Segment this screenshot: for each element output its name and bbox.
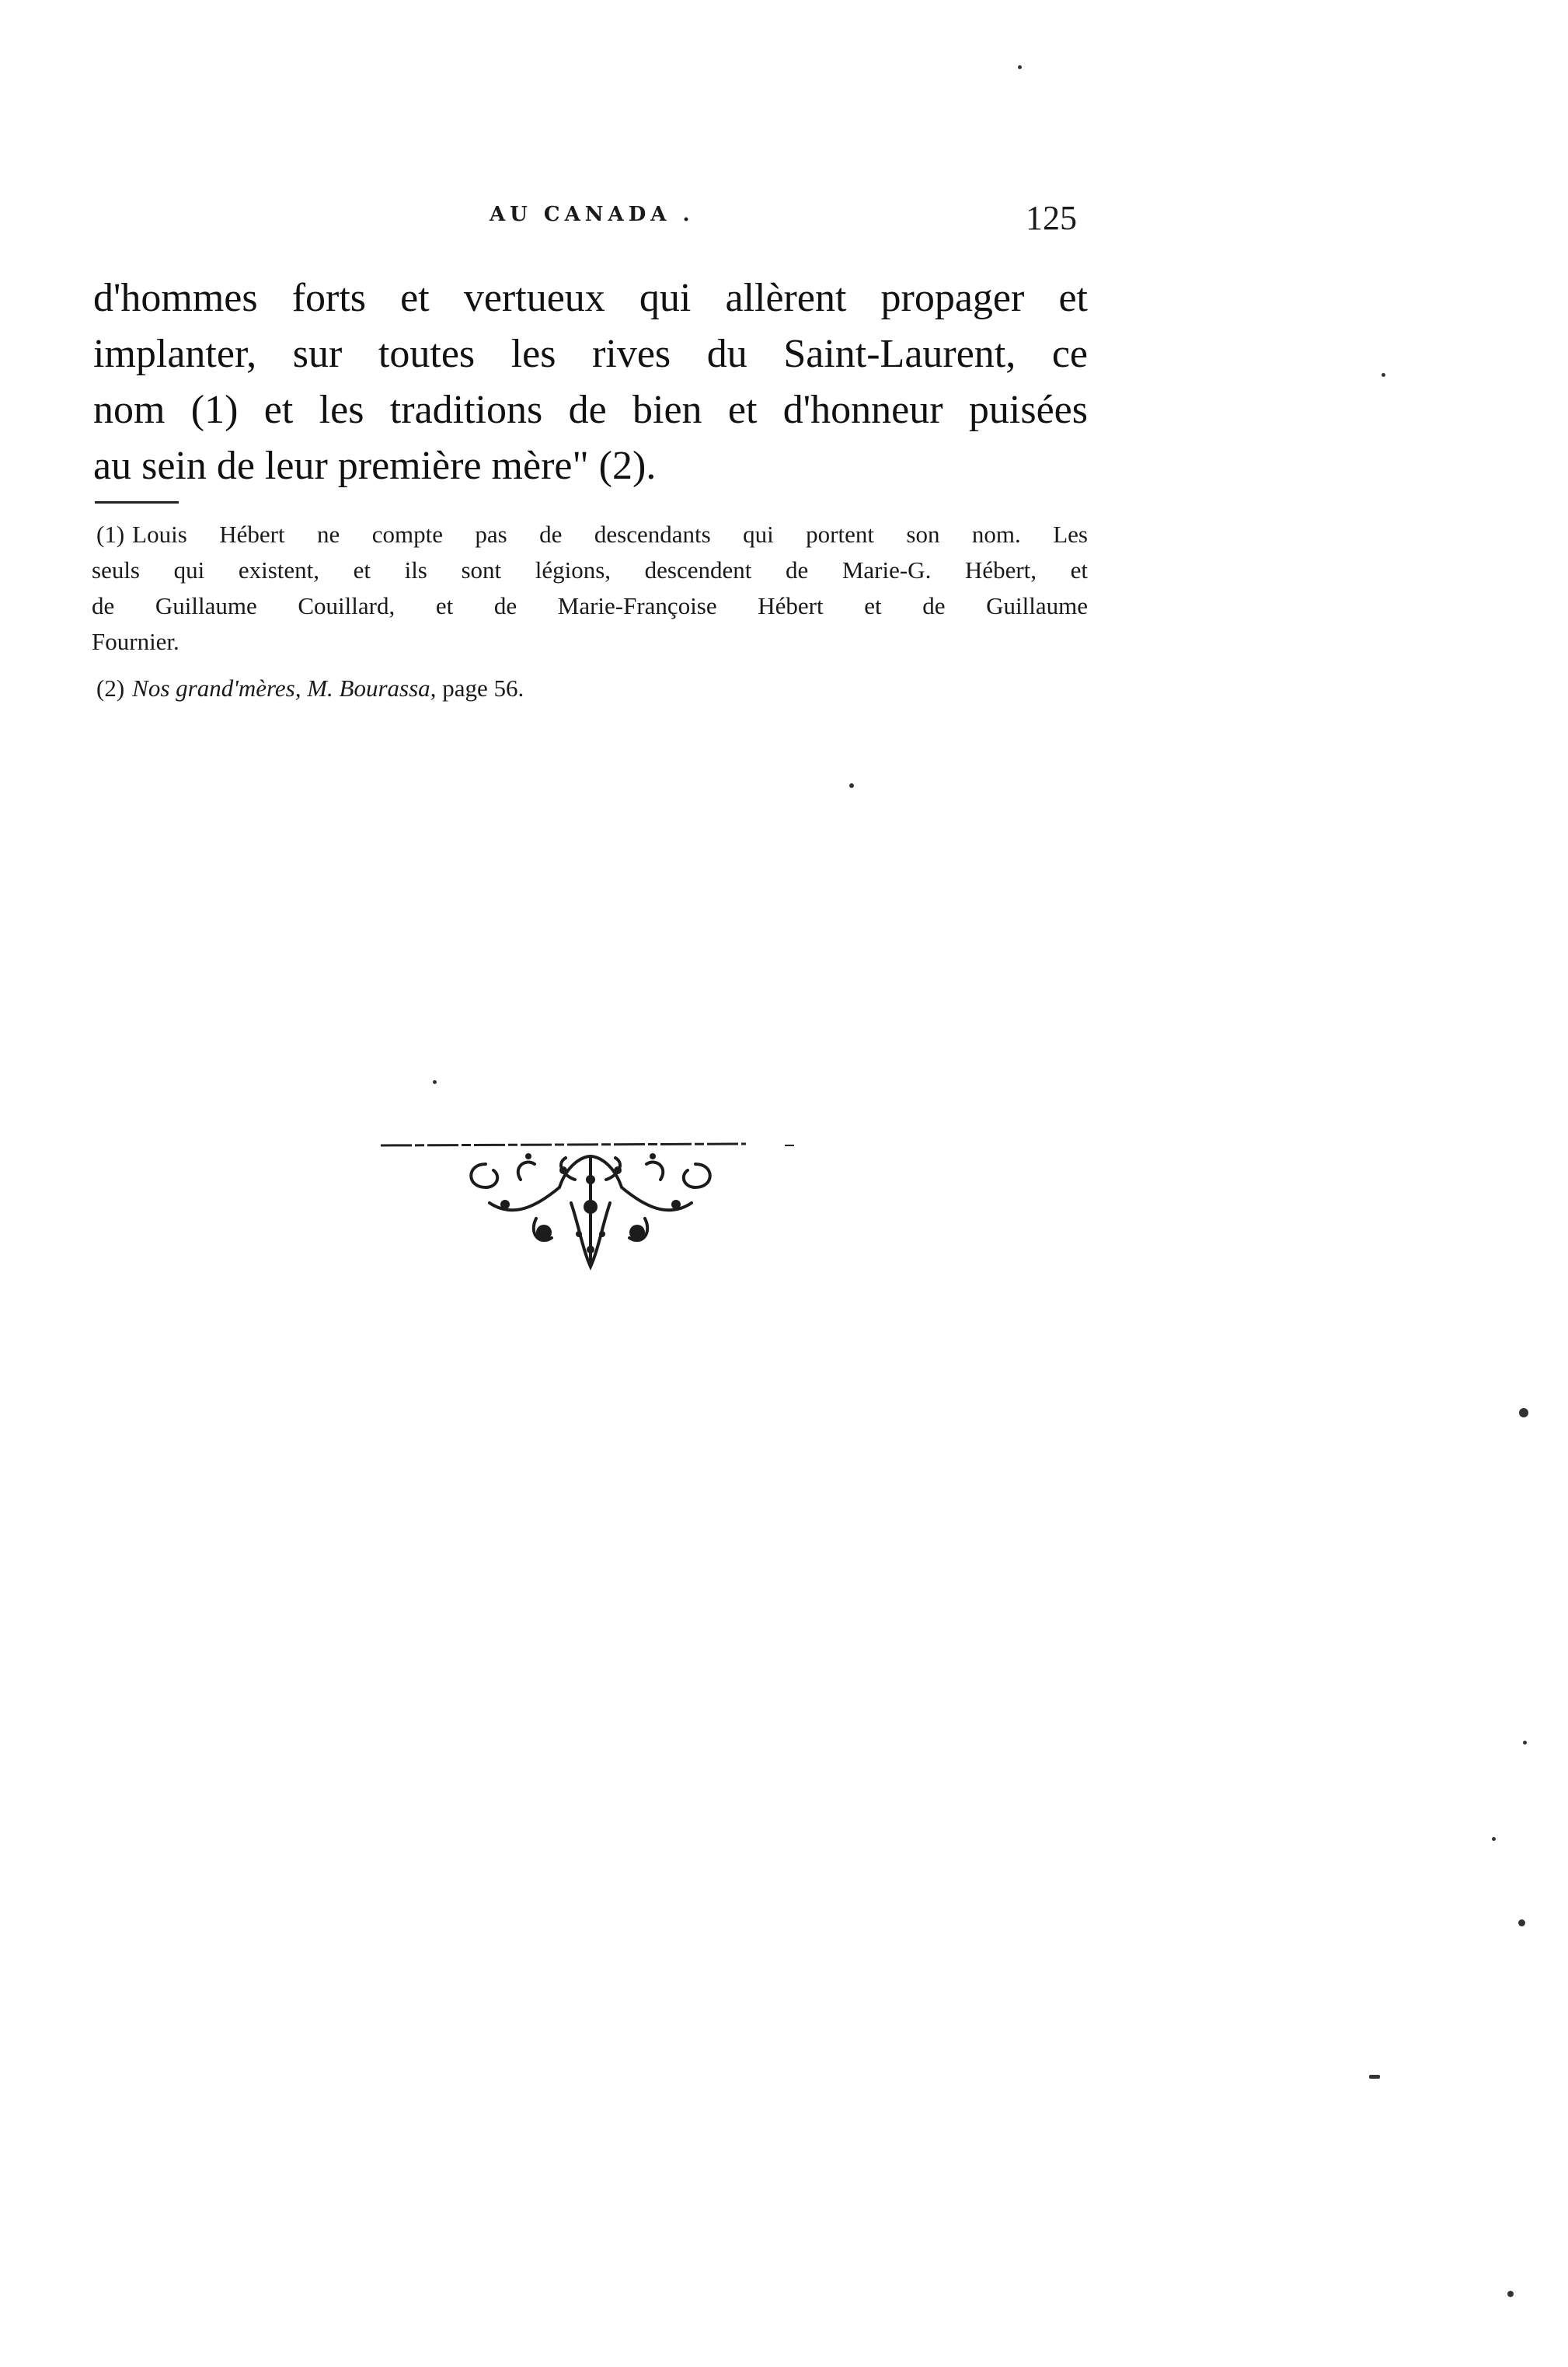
footnote-1: [92, 517, 1088, 660]
footnotes: [92, 517, 1088, 706]
running-head: [0, 198, 1568, 237]
scan-speck: [1518, 1919, 1525, 1926]
footnote-line: de Guillaume Couillard, et de Marie-Françoise Hébert et de Guillaume: [92, 592, 1088, 619]
footnote-line: seuls qui existent, et ils sont légions, descendent de Marie-G. Hébert, et: [92, 556, 1088, 584]
scan-speck: [849, 783, 854, 788]
footnote-line: Fournier.: [92, 628, 179, 655]
footnote-citation-page: page 56.: [442, 675, 524, 702]
body-line: implanter, sur toutes les rives du Saint-Laurent, ce: [93, 332, 1088, 376]
footnote-line: [92, 517, 1088, 553]
footnote-text: Louis Hébert ne compte pas de descendants qui portent son nom. Les: [132, 521, 1088, 548]
scan-speck: [433, 1080, 437, 1084]
scan-speck: [1492, 1837, 1496, 1841]
body-line: nom (1) et les traditions de bien et d'honneur puisées: [93, 388, 1088, 432]
scan-speck: [1018, 65, 1022, 69]
scan-speck: [1507, 2291, 1514, 2297]
footnote-separator: [95, 501, 179, 504]
scan-speck: [1382, 373, 1385, 377]
footnote-marker: (1): [96, 521, 125, 548]
scan-speck: [1523, 1741, 1527, 1745]
running-title: AU CANADA .: [490, 203, 695, 226]
footnote-line: [92, 671, 1088, 706]
scan-speck: [1369, 2075, 1380, 2079]
body-line: au sein de leur première mère" (2).: [93, 444, 657, 488]
body-line: d'hommes forts et vertueux qui allèrent propager et: [93, 276, 1088, 320]
footnote-citation-italic: Nos grand'mères, M. Bourassa,: [132, 675, 437, 702]
footnote-marker: (2): [96, 675, 125, 702]
page-number: 125: [1026, 199, 1077, 237]
footnote-2: [92, 671, 1088, 706]
body-paragraph: [93, 270, 1088, 494]
floral-tailpiece-ornament-icon: [381, 1133, 800, 1273]
scan-speck: [1519, 1408, 1528, 1417]
